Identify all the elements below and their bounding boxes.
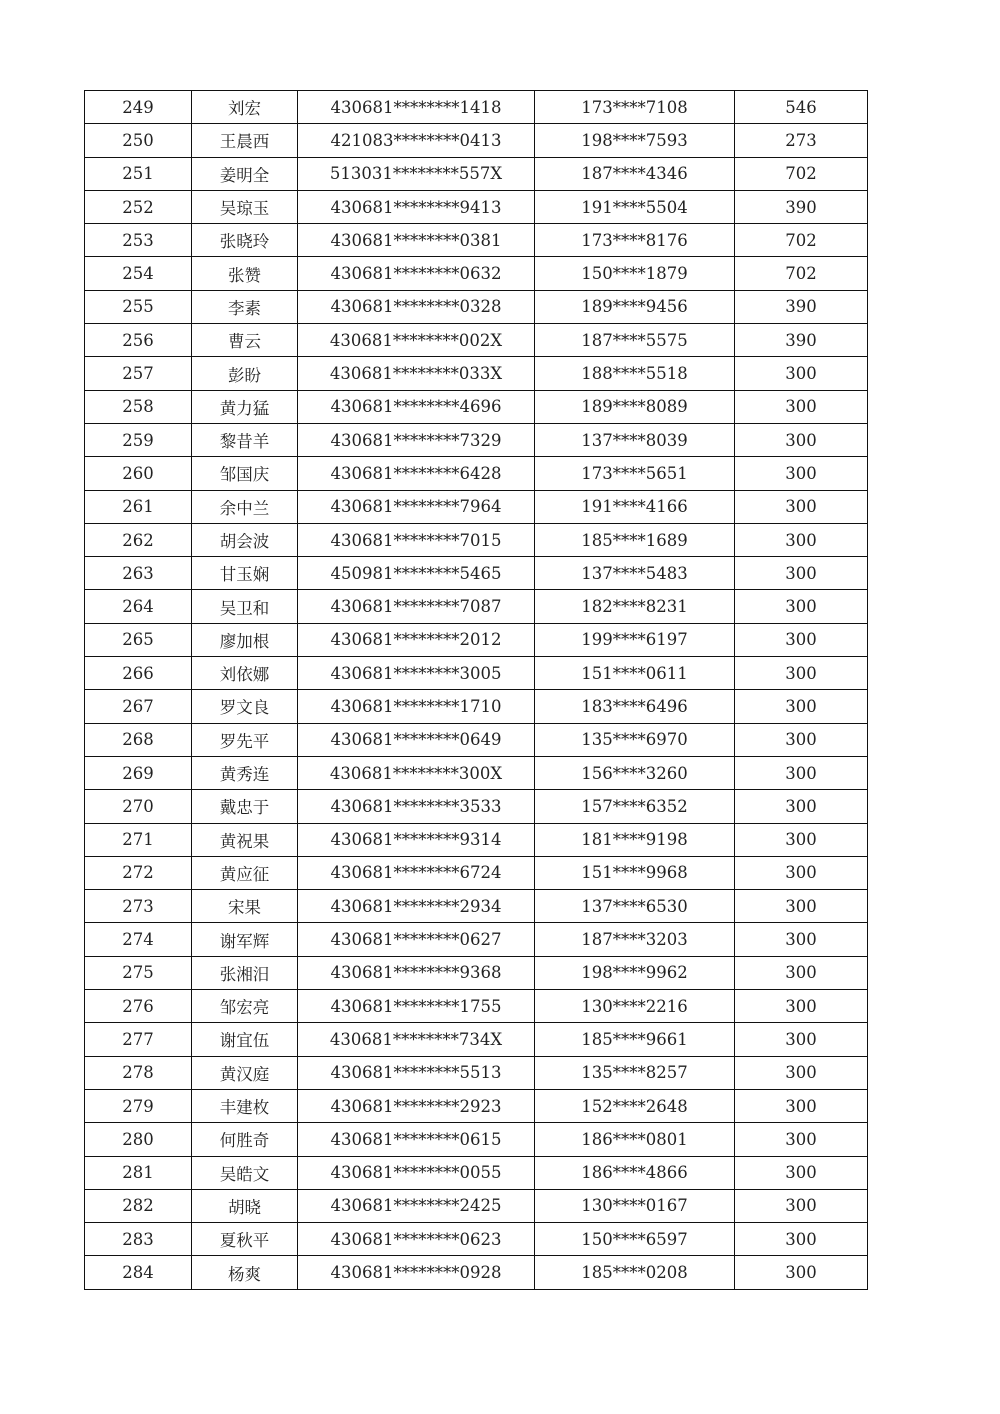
phone-cell: 189****9456 xyxy=(535,290,735,323)
table-row xyxy=(85,390,868,423)
phone-cell: 157****6352 xyxy=(535,790,735,823)
row-number-cell: 253 xyxy=(85,224,192,257)
records-table-body xyxy=(85,91,868,1290)
phone-cell: 185****0208 xyxy=(535,1256,735,1289)
id-number-cell: 430681********0632 xyxy=(298,257,535,290)
table-row xyxy=(85,590,868,623)
name-cell: 李素 xyxy=(192,290,298,323)
id-number-cell: 430681********7329 xyxy=(298,423,535,456)
table-row xyxy=(85,157,868,190)
name-cell: 谢军辉 xyxy=(192,923,298,956)
phone-cell: 173****5651 xyxy=(535,457,735,490)
phone-cell: 150****6597 xyxy=(535,1223,735,1256)
amount-cell: 300 xyxy=(735,756,868,789)
table-row xyxy=(85,923,868,956)
id-number-cell: 430681********2012 xyxy=(298,623,535,656)
phone-cell: 135****6970 xyxy=(535,723,735,756)
table-row xyxy=(85,224,868,257)
amount-cell: 300 xyxy=(735,856,868,889)
phone-cell: 191****4166 xyxy=(535,490,735,523)
row-number-cell: 268 xyxy=(85,723,192,756)
id-number-cell: 430681********9368 xyxy=(298,956,535,989)
name-cell: 黄祝果 xyxy=(192,823,298,856)
id-number-cell: 430681********3533 xyxy=(298,790,535,823)
row-number-cell: 257 xyxy=(85,357,192,390)
table-row xyxy=(85,1089,868,1122)
table-row xyxy=(85,457,868,490)
name-cell: 刘依娜 xyxy=(192,657,298,690)
phone-cell: 151****9968 xyxy=(535,856,735,889)
table-row xyxy=(85,890,868,923)
id-number-cell: 430681********4696 xyxy=(298,390,535,423)
row-number-cell: 281 xyxy=(85,1156,192,1189)
row-number-cell: 265 xyxy=(85,623,192,656)
name-cell: 彭盼 xyxy=(192,357,298,390)
id-number-cell: 421083********0413 xyxy=(298,124,535,157)
id-number-cell: 430681********2425 xyxy=(298,1189,535,1222)
phone-cell: 185****9661 xyxy=(535,1023,735,1056)
table-row xyxy=(85,790,868,823)
amount-cell: 390 xyxy=(735,190,868,223)
amount-cell: 300 xyxy=(735,390,868,423)
table-row xyxy=(85,1056,868,1089)
table-row xyxy=(85,357,868,390)
row-number-cell: 264 xyxy=(85,590,192,623)
name-cell: 黄应征 xyxy=(192,856,298,889)
amount-cell: 300 xyxy=(735,823,868,856)
table-row xyxy=(85,623,868,656)
row-number-cell: 266 xyxy=(85,657,192,690)
id-number-cell: 430681********2934 xyxy=(298,890,535,923)
id-number-cell: 430681********7964 xyxy=(298,490,535,523)
row-number-cell: 263 xyxy=(85,557,192,590)
name-cell: 黄秀连 xyxy=(192,756,298,789)
amount-cell: 300 xyxy=(735,590,868,623)
amount-cell: 546 xyxy=(735,91,868,124)
row-number-cell: 275 xyxy=(85,956,192,989)
name-cell: 张赞 xyxy=(192,257,298,290)
id-number-cell: 430681********0055 xyxy=(298,1156,535,1189)
amount-cell: 273 xyxy=(735,124,868,157)
name-cell: 吴琼玉 xyxy=(192,190,298,223)
table-row xyxy=(85,1123,868,1156)
row-number-cell: 282 xyxy=(85,1189,192,1222)
phone-cell: 186****0801 xyxy=(535,1123,735,1156)
table-row xyxy=(85,690,868,723)
row-number-cell: 258 xyxy=(85,390,192,423)
id-number-cell: 430681********734X xyxy=(298,1023,535,1056)
id-number-cell: 430681********6724 xyxy=(298,856,535,889)
phone-cell: 137****6530 xyxy=(535,890,735,923)
phone-cell: 173****7108 xyxy=(535,91,735,124)
amount-cell: 702 xyxy=(735,224,868,257)
name-cell: 罗先平 xyxy=(192,723,298,756)
phone-cell: 137****8039 xyxy=(535,423,735,456)
row-number-cell: 262 xyxy=(85,523,192,556)
row-number-cell: 252 xyxy=(85,190,192,223)
phone-cell: 137****5483 xyxy=(535,557,735,590)
id-number-cell: 430681********0381 xyxy=(298,224,535,257)
amount-cell: 300 xyxy=(735,1089,868,1122)
amount-cell: 300 xyxy=(735,457,868,490)
amount-cell: 300 xyxy=(735,1156,868,1189)
row-number-cell: 278 xyxy=(85,1056,192,1089)
table-row xyxy=(85,723,868,756)
id-number-cell: 430681********0627 xyxy=(298,923,535,956)
table-row xyxy=(85,1156,868,1189)
row-number-cell: 254 xyxy=(85,257,192,290)
row-number-cell: 269 xyxy=(85,756,192,789)
name-cell: 丰建枚 xyxy=(192,1089,298,1122)
records-table xyxy=(84,90,868,1290)
table-row xyxy=(85,1223,868,1256)
amount-cell: 300 xyxy=(735,523,868,556)
amount-cell: 300 xyxy=(735,557,868,590)
row-number-cell: 270 xyxy=(85,790,192,823)
table-row xyxy=(85,990,868,1023)
id-number-cell: 430681********300X xyxy=(298,756,535,789)
name-cell: 黎昔羊 xyxy=(192,423,298,456)
phone-cell: 187****5575 xyxy=(535,324,735,357)
phone-cell: 130****2216 xyxy=(535,990,735,1023)
id-number-cell: 430681********002X xyxy=(298,324,535,357)
row-number-cell: 283 xyxy=(85,1223,192,1256)
amount-cell: 300 xyxy=(735,990,868,1023)
name-cell: 夏秋平 xyxy=(192,1223,298,1256)
amount-cell: 300 xyxy=(735,690,868,723)
name-cell: 邹国庆 xyxy=(192,457,298,490)
name-cell: 何胜奇 xyxy=(192,1123,298,1156)
table-row xyxy=(85,1256,868,1289)
amount-cell: 300 xyxy=(735,1056,868,1089)
row-number-cell: 280 xyxy=(85,1123,192,1156)
name-cell: 罗文良 xyxy=(192,690,298,723)
name-cell: 曹云 xyxy=(192,324,298,357)
row-number-cell: 256 xyxy=(85,324,192,357)
phone-cell: 198****9962 xyxy=(535,956,735,989)
phone-cell: 187****4346 xyxy=(535,157,735,190)
row-number-cell: 272 xyxy=(85,856,192,889)
row-number-cell: 276 xyxy=(85,990,192,1023)
name-cell: 廖加根 xyxy=(192,623,298,656)
phone-cell: 191****5504 xyxy=(535,190,735,223)
phone-cell: 181****9198 xyxy=(535,823,735,856)
name-cell: 黄力猛 xyxy=(192,390,298,423)
amount-cell: 702 xyxy=(735,257,868,290)
table-row xyxy=(85,124,868,157)
id-number-cell: 430681********7087 xyxy=(298,590,535,623)
row-number-cell: 261 xyxy=(85,490,192,523)
name-cell: 甘玉娴 xyxy=(192,557,298,590)
row-number-cell: 249 xyxy=(85,91,192,124)
table-row xyxy=(85,423,868,456)
phone-cell: 135****8257 xyxy=(535,1056,735,1089)
amount-cell: 300 xyxy=(735,357,868,390)
table-row xyxy=(85,756,868,789)
name-cell: 胡晓 xyxy=(192,1189,298,1222)
name-cell: 胡会波 xyxy=(192,523,298,556)
amount-cell: 300 xyxy=(735,623,868,656)
amount-cell: 300 xyxy=(735,423,868,456)
row-number-cell: 279 xyxy=(85,1089,192,1122)
name-cell: 宋果 xyxy=(192,890,298,923)
id-number-cell: 430681********9413 xyxy=(298,190,535,223)
name-cell: 姜明全 xyxy=(192,157,298,190)
id-number-cell: 450981********5465 xyxy=(298,557,535,590)
table-row xyxy=(85,257,868,290)
table-row xyxy=(85,190,868,223)
amount-cell: 300 xyxy=(735,490,868,523)
id-number-cell: 513031********557X xyxy=(298,157,535,190)
id-number-cell: 430681********0623 xyxy=(298,1223,535,1256)
id-number-cell: 430681********033X xyxy=(298,357,535,390)
amount-cell: 390 xyxy=(735,324,868,357)
id-number-cell: 430681********2923 xyxy=(298,1089,535,1122)
row-number-cell: 284 xyxy=(85,1256,192,1289)
name-cell: 余中兰 xyxy=(192,490,298,523)
phone-cell: 189****8089 xyxy=(535,390,735,423)
amount-cell: 300 xyxy=(735,790,868,823)
amount-cell: 300 xyxy=(735,723,868,756)
id-number-cell: 430681********1418 xyxy=(298,91,535,124)
id-number-cell: 430681********1755 xyxy=(298,990,535,1023)
row-number-cell: 271 xyxy=(85,823,192,856)
table-row xyxy=(85,290,868,323)
name-cell: 刘宏 xyxy=(192,91,298,124)
table-row xyxy=(85,490,868,523)
amount-cell: 300 xyxy=(735,1256,868,1289)
phone-cell: 130****0167 xyxy=(535,1189,735,1222)
name-cell: 戴忠于 xyxy=(192,790,298,823)
id-number-cell: 430681********6428 xyxy=(298,457,535,490)
phone-cell: 156****3260 xyxy=(535,756,735,789)
table-row xyxy=(85,324,868,357)
phone-cell: 187****3203 xyxy=(535,923,735,956)
name-cell: 王晨西 xyxy=(192,124,298,157)
table-row xyxy=(85,1189,868,1222)
table-row xyxy=(85,91,868,124)
amount-cell: 300 xyxy=(735,923,868,956)
amount-cell: 300 xyxy=(735,1023,868,1056)
table-row xyxy=(85,1023,868,1056)
phone-cell: 151****0611 xyxy=(535,657,735,690)
table-row xyxy=(85,523,868,556)
row-number-cell: 273 xyxy=(85,890,192,923)
phone-cell: 186****4866 xyxy=(535,1156,735,1189)
id-number-cell: 430681********7015 xyxy=(298,523,535,556)
amount-cell: 300 xyxy=(735,657,868,690)
id-number-cell: 430681********3005 xyxy=(298,657,535,690)
phone-cell: 198****7593 xyxy=(535,124,735,157)
id-number-cell: 430681********0649 xyxy=(298,723,535,756)
amount-cell: 300 xyxy=(735,1223,868,1256)
id-number-cell: 430681********1710 xyxy=(298,690,535,723)
amount-cell: 300 xyxy=(735,1189,868,1222)
id-number-cell: 430681********0615 xyxy=(298,1123,535,1156)
amount-cell: 702 xyxy=(735,157,868,190)
row-number-cell: 277 xyxy=(85,1023,192,1056)
id-number-cell: 430681********9314 xyxy=(298,823,535,856)
amount-cell: 300 xyxy=(735,890,868,923)
phone-cell: 152****2648 xyxy=(535,1089,735,1122)
amount-cell: 390 xyxy=(735,290,868,323)
row-number-cell: 274 xyxy=(85,923,192,956)
phone-cell: 185****1689 xyxy=(535,523,735,556)
phone-cell: 188****5518 xyxy=(535,357,735,390)
id-number-cell: 430681********0328 xyxy=(298,290,535,323)
phone-cell: 150****1879 xyxy=(535,257,735,290)
amount-cell: 300 xyxy=(735,1123,868,1156)
name-cell: 邹宏亮 xyxy=(192,990,298,1023)
table-row xyxy=(85,856,868,889)
table-row xyxy=(85,557,868,590)
id-number-cell: 430681********0928 xyxy=(298,1256,535,1289)
table-row xyxy=(85,956,868,989)
row-number-cell: 267 xyxy=(85,690,192,723)
row-number-cell: 251 xyxy=(85,157,192,190)
name-cell: 杨爽 xyxy=(192,1256,298,1289)
phone-cell: 199****6197 xyxy=(535,623,735,656)
table-row xyxy=(85,823,868,856)
name-cell: 吴卫和 xyxy=(192,590,298,623)
phone-cell: 182****8231 xyxy=(535,590,735,623)
name-cell: 张晓玲 xyxy=(192,224,298,257)
id-number-cell: 430681********5513 xyxy=(298,1056,535,1089)
name-cell: 谢宜伍 xyxy=(192,1023,298,1056)
phone-cell: 173****8176 xyxy=(535,224,735,257)
row-number-cell: 259 xyxy=(85,423,192,456)
phone-cell: 183****6496 xyxy=(535,690,735,723)
name-cell: 黄汉庭 xyxy=(192,1056,298,1089)
row-number-cell: 260 xyxy=(85,457,192,490)
amount-cell: 300 xyxy=(735,956,868,989)
name-cell: 张湘汨 xyxy=(192,956,298,989)
name-cell: 吴皓文 xyxy=(192,1156,298,1189)
row-number-cell: 255 xyxy=(85,290,192,323)
row-number-cell: 250 xyxy=(85,124,192,157)
table-row xyxy=(85,657,868,690)
